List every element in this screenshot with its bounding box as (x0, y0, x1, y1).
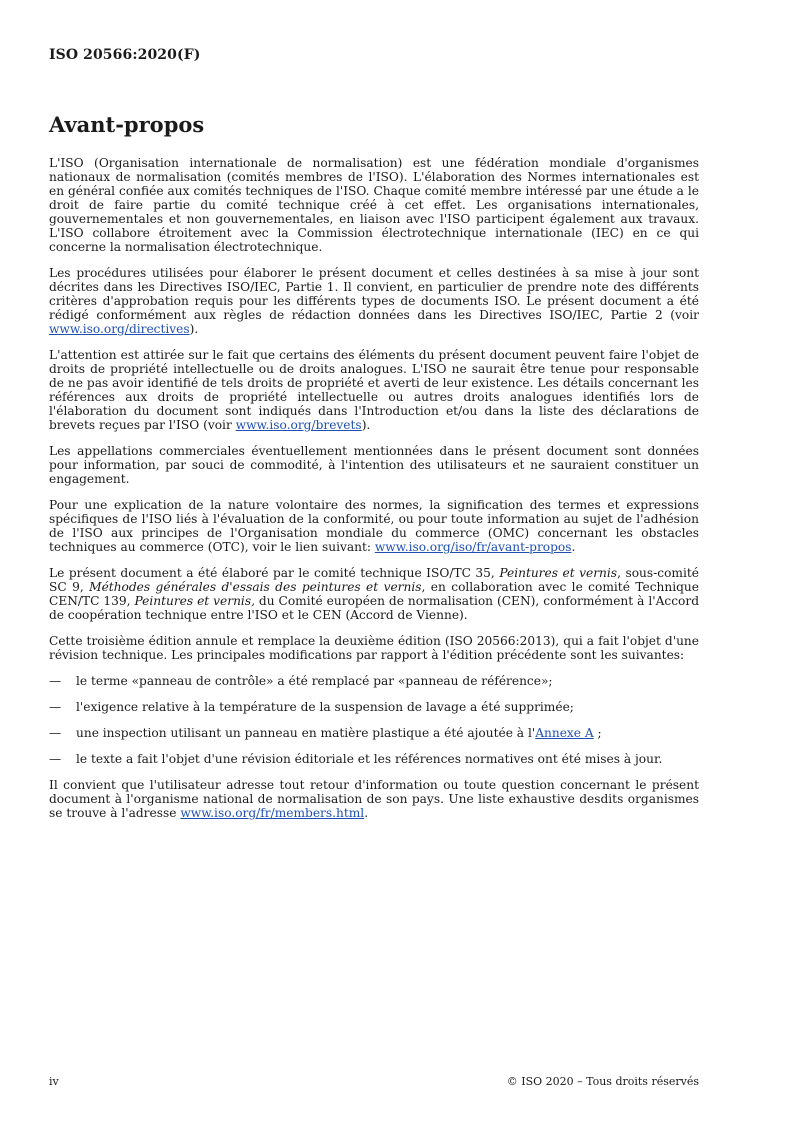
list-dash: — (49, 700, 62, 714)
paragraph-feedback (49, 778, 699, 820)
committee-text-g: du Comité européen de normalisation (CEN), conformément à l'Accord de coopération technique entre l'ISO et le CEN (Accord de Vienne). (49, 594, 699, 622)
paragraph-procedures (49, 266, 699, 336)
subcommittee-name: Méthodes générales d'essais des peintures et vernis (89, 580, 422, 594)
foreword-body (49, 156, 699, 820)
committee-text-e: , en collaboration avec le comité Technique CEN/TC 139, (49, 580, 699, 608)
paragraph-end: ). (189, 322, 199, 336)
directives-link[interactable]: www.iso.org/directives (49, 322, 190, 336)
committee-text-c: , sous-comité SC 9, (49, 566, 700, 594)
list-item-text: le terme «panneau de contrôle» a été remplacé par «panneau de référence»; (76, 674, 553, 688)
paragraph-patents (49, 348, 699, 432)
cen-committee-name: Peintures et vernis, (134, 594, 255, 608)
copyright-notice: © ISO 2020 – Tous droits réservés (506, 1075, 699, 1088)
list-dash: — (49, 674, 62, 688)
paragraph-end: . (364, 806, 369, 820)
list-item-text-end: ; (593, 726, 602, 740)
list-item-text-start: une inspection utilisant un panneau en matière plastique a été ajoutée à l' (76, 726, 536, 740)
paragraph-voluntary (49, 498, 699, 554)
list-item-text: l'exigence relative à la température de la suspension de lavage a été supprimée; (76, 700, 574, 714)
list-dash: — (49, 726, 62, 740)
list-item (49, 752, 699, 766)
committee-text-a: Le présent document a été élaboré par le comité technique ISO/TC 35, (49, 566, 500, 580)
paragraph-text: Il convient que l'utilisateur adresse tout retour d'information ou toute question concernant le présent document à l'organisme national de normalisation de son pays. Une liste exhaustive desdits organismes se trouve à l'adresse (49, 778, 699, 820)
committee-name: Peintures et vernis (499, 566, 618, 580)
page-title: Avant-propos (49, 112, 205, 137)
paragraph-edition: Cette troisième édition annule et remplace la deuxième édition (ISO 20566:2013), qui a fait l'objet d'une révision technique. Les principales modifications par rapport à l'édition précédente sont les suivantes: (49, 634, 699, 662)
list-item (49, 726, 699, 740)
paragraph-iso-intro: L'ISO (Organisation internationale de normalisation) est une fédération mondiale d'organismes nationaux de normalisation (comités membres de l'ISO). L'élaboration des Normes internationales est en général confiée aux comités techniques de l'ISO. Chaque comité membre intéressé par une étude a le droit de faire partie du comité technique créé à cet effet. Les organisations internationales, gouvernementales et non gouvernementales, en liaison avec l'ISO participent également aux travaux. L'ISO collabore étroitement avec la Commission électrotechnique internationale (IEC) en ce qui concerne la normalisation électrotechnique. (49, 156, 699, 254)
patents-link[interactable]: www.iso.org/brevets (235, 418, 362, 432)
list-item-text (76, 726, 602, 740)
paragraph-text: Les procédures utilisées pour élaborer le présent document et celles destinées à sa mise à jour sont décrites dans les Directives ISO/IEC, Partie 1. Il convient, en particulier de prendre note des différents critères d'approbation requis pour les différents types de documents ISO. Le présent document a été rédigé conformément aux règles de rédaction données dans les Directives ISO/IEC, Partie 2 (voir (49, 266, 699, 322)
document-id: ISO 20566:2020(F) (49, 47, 201, 63)
page-number: iv (49, 1075, 59, 1088)
foreword-link[interactable]: www.iso.org/iso/fr/avant-propos (374, 540, 572, 554)
paragraph-end: ). (361, 418, 371, 432)
paragraph-text: Pour une explication de la nature volontaire des normes, la signification des termes et expressions spécifiques de l'ISO liés à l'évaluation de la conformité, ou pour toute information au sujet de l'adhésion de l'ISO aux principes de l'Organisation mondiale du commerce (OMC) concernant les obstacles techniques au commerce (OTC), voir le lien suivant: (49, 498, 699, 554)
list-item (49, 700, 699, 714)
list-item-text: le texte a fait l'objet d'une révision éditoriale et les références normatives ont été mises à jour. (76, 752, 663, 766)
list-item (49, 674, 699, 688)
paragraph-trade-names: Les appellations commerciales éventuellement mentionnées dans le présent document sont données pour information, par souci de commodité, à l'intention des utilisateurs et ne sauraient constituer un engagement. (49, 444, 699, 486)
paragraph-committee (49, 566, 699, 622)
list-dash: — (49, 752, 62, 766)
paragraph-end: . (571, 540, 576, 554)
annex-a-link[interactable]: Annexe A (535, 726, 594, 740)
members-link[interactable]: www.iso.org/fr/members.html (180, 806, 365, 820)
paragraph-text: L'attention est attirée sur le fait que certains des éléments du présent document peuvent faire l'objet de droits de propriété intellectuelle ou de droits analogues. L'ISO ne saurait être tenue pour responsable de ne pas avoir identifié de tels droits de propriété et averti de leur existence. Les détails concernant les références aux droits de propriété intellectuelle ou autres droits analogues identifiés lors de l'élaboration du document sont indiqués dans l'Introduction et/ou dans la liste des déclarations de brevets reçues par l'ISO (voir (49, 348, 699, 432)
